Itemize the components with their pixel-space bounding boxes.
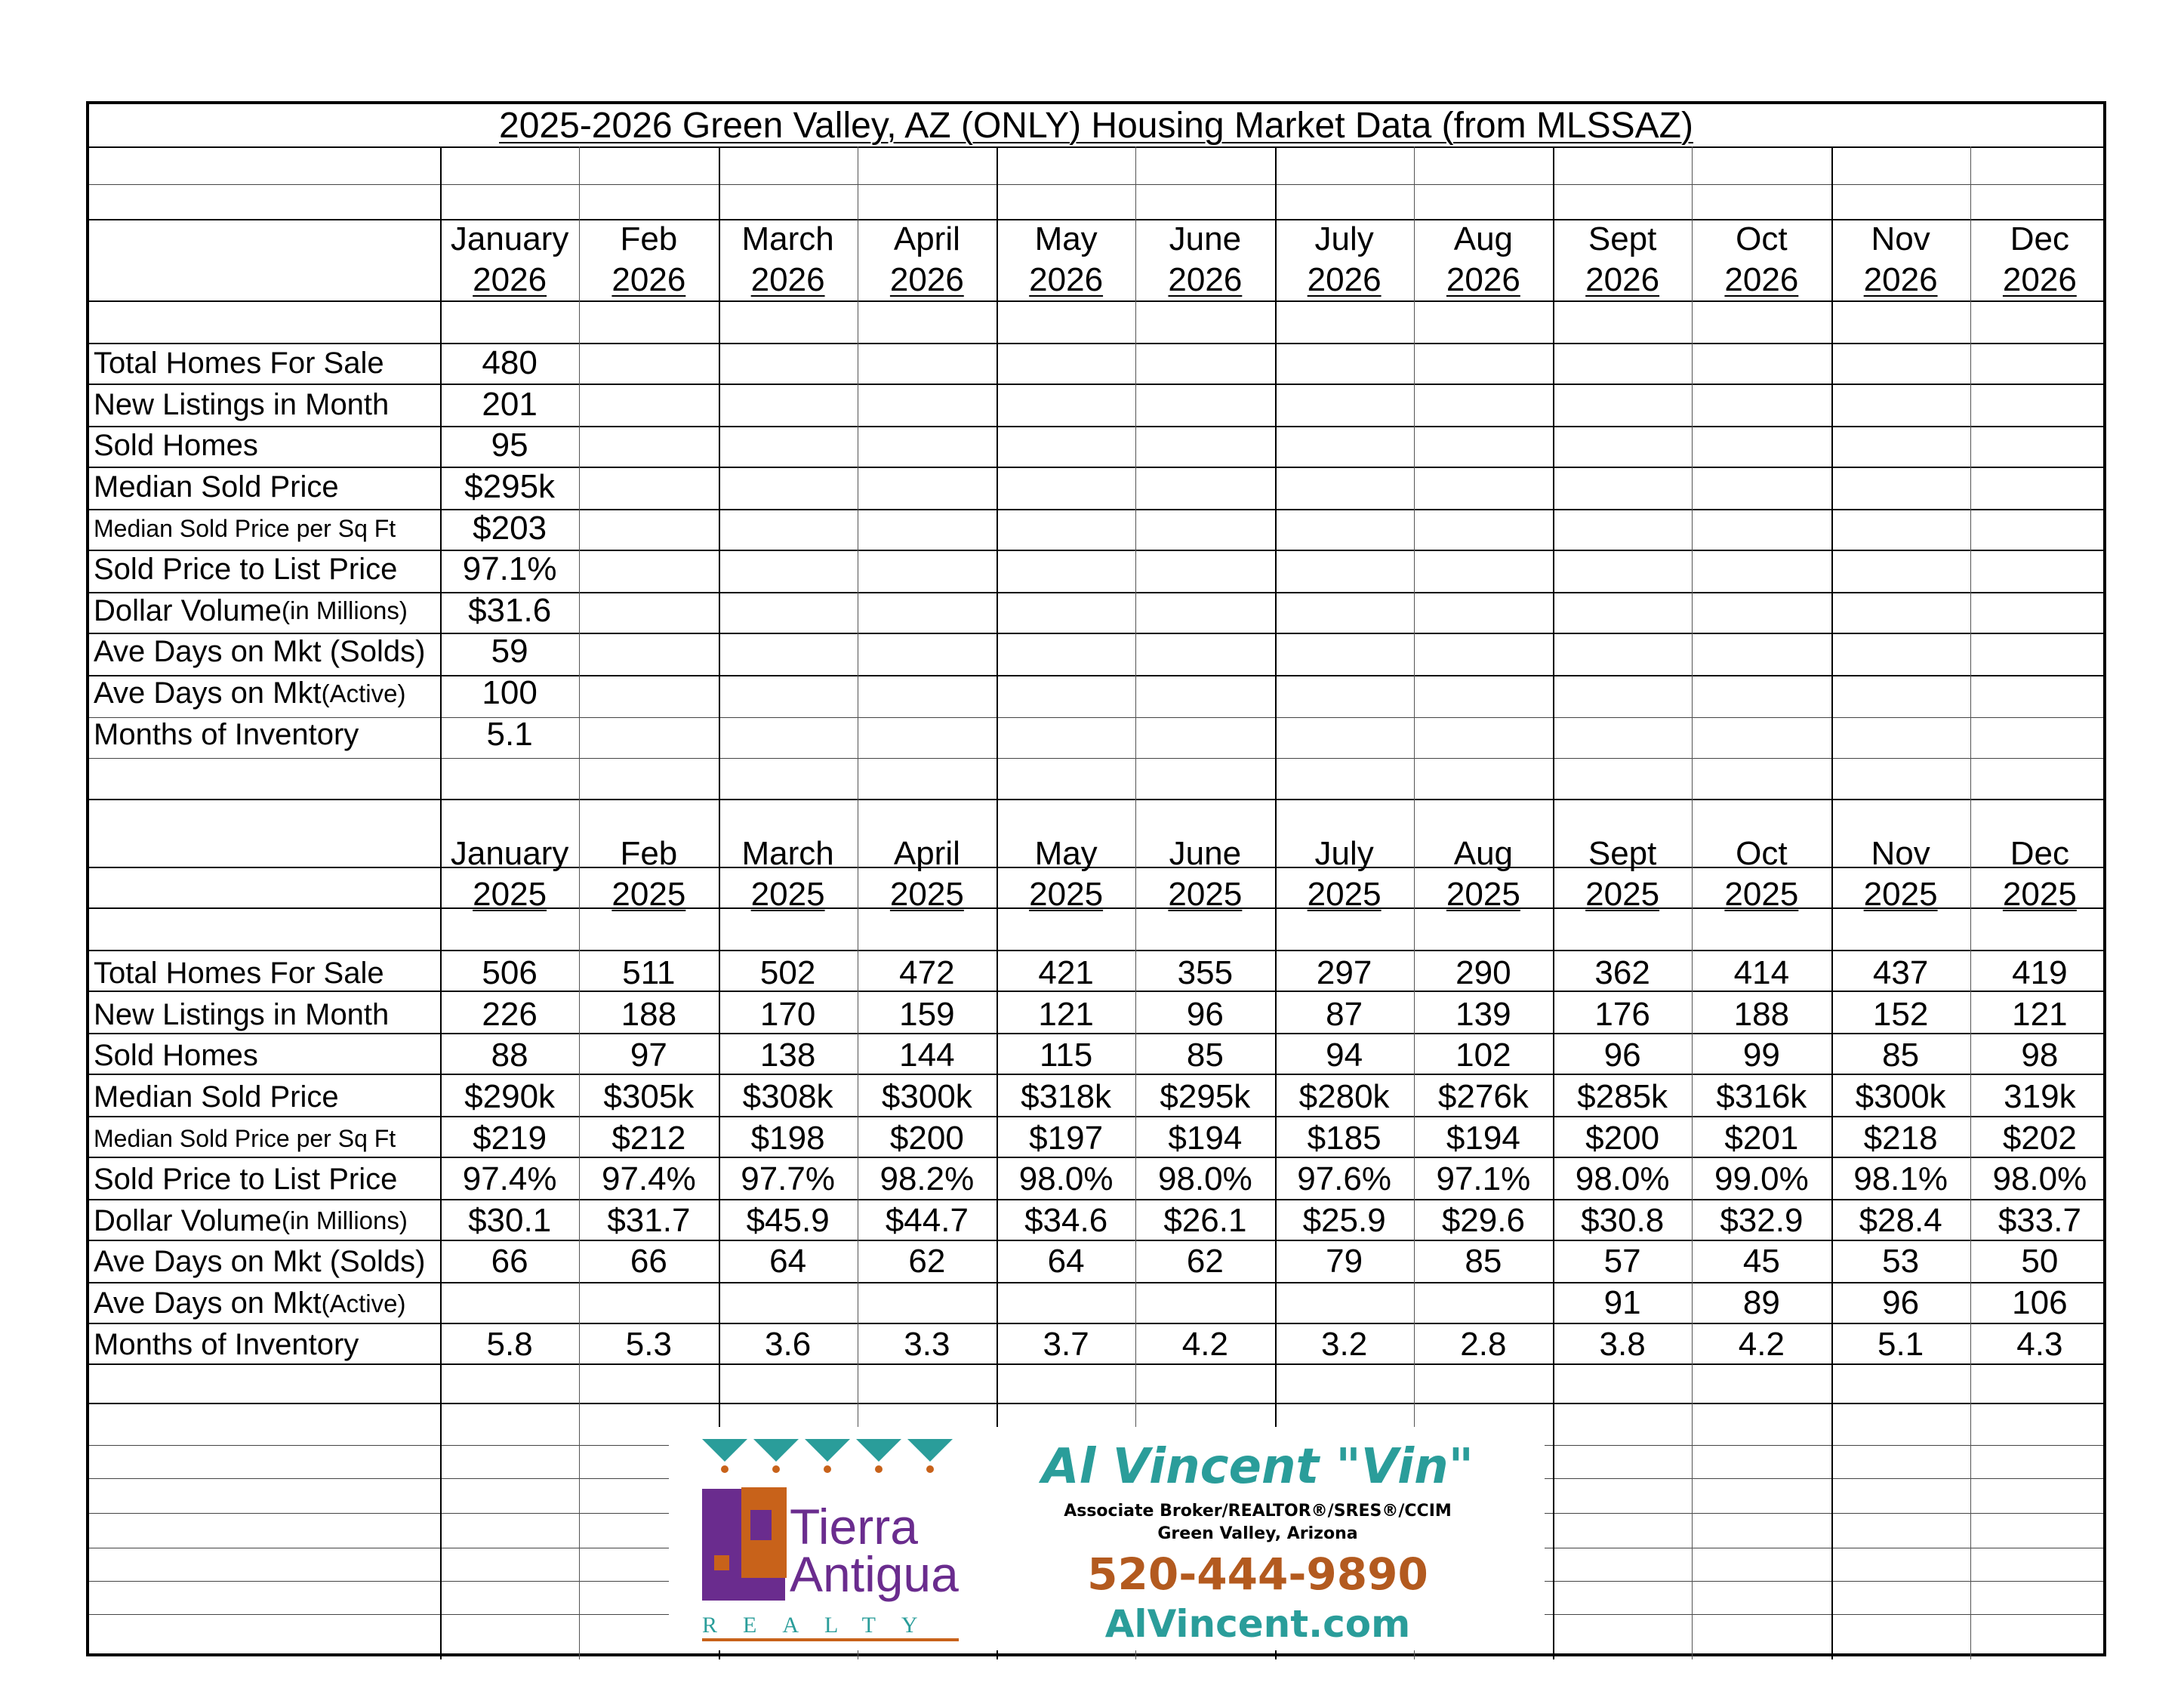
year-header: 2025 (1585, 876, 1660, 913)
data-cell: 53 (1882, 1243, 1920, 1280)
data-cell: $32.9 (1720, 1201, 1804, 1239)
month-header: Sept (1588, 220, 1657, 257)
data-cell: $202 (2002, 1119, 2077, 1157)
month-header: Dec (2010, 835, 2069, 872)
data-cell: 5.8 (486, 1325, 533, 1363)
year-header: 2025 (1724, 876, 1799, 913)
data-cell: 437 (1872, 954, 1929, 992)
data-cell: 66 (491, 1243, 528, 1280)
row-label: Median Sold Price (94, 1080, 339, 1114)
data-cell: $218 (1863, 1119, 1938, 1157)
data-cell: $194 (1446, 1119, 1520, 1157)
data-cell: 139 (1455, 995, 1511, 1033)
data-cell: $201 (1724, 1119, 1799, 1157)
data-cell: 421 (1038, 954, 1094, 992)
data-cell: $285k (1577, 1078, 1668, 1116)
data-cell: 144 (899, 1037, 955, 1074)
year-header: 2025 (473, 876, 547, 913)
month-header: June (1169, 220, 1242, 257)
data-cell: 2.8 (1460, 1325, 1507, 1363)
data-cell: 85 (1465, 1243, 1502, 1280)
data-cell: 98.0% (1575, 1160, 1670, 1198)
data-cell: 99.0% (1714, 1160, 1809, 1198)
data-cell: $44.7 (885, 1201, 969, 1239)
data-cell: $316k (1716, 1078, 1807, 1116)
year-header: 2026 (1585, 261, 1660, 298)
decorative-triangles-icon (702, 1439, 953, 1473)
data-cell: 3.3 (904, 1325, 950, 1363)
grid-row-line (89, 1403, 2103, 1404)
data-cell: 98.0% (1018, 1160, 1114, 1198)
month-header: Aug (1453, 835, 1514, 872)
data-cell: 511 (622, 954, 676, 992)
data-cell: $26.1 (1163, 1201, 1247, 1239)
row-label: Median Sold Price (94, 470, 339, 504)
data-cell: $308k (742, 1078, 833, 1116)
month-header: Aug (1453, 220, 1514, 257)
data-cell: $200 (889, 1119, 964, 1157)
data-cell: 98 (2021, 1037, 2059, 1074)
data-cell: 226 (482, 995, 538, 1033)
data-cell: $25.9 (1302, 1201, 1386, 1239)
data-cell: 102 (1455, 1037, 1511, 1074)
month-header: April (893, 220, 960, 257)
grid-row-line (89, 184, 2103, 185)
month-header: May (1034, 835, 1098, 872)
row-label: New Listings in Month (94, 387, 390, 421)
data-cell: $28.4 (1859, 1201, 1942, 1239)
row-label: Months of Inventory (94, 717, 359, 751)
year-header: 2025 (2002, 876, 2077, 913)
data-cell: 297 (1316, 954, 1372, 992)
grid-row-line (89, 950, 2103, 951)
row-label: Sold Homes (94, 1039, 258, 1073)
month-header: Sept (1588, 835, 1657, 872)
data-cell: 100 (482, 674, 538, 712)
data-cell: 170 (759, 995, 816, 1033)
data-cell: 3.6 (765, 1325, 812, 1363)
row-label: Total Homes For Sale (94, 347, 384, 381)
data-cell: 97.1% (462, 550, 557, 588)
agent-website: AlVincent.com (1104, 1602, 1411, 1646)
data-cell: $45.9 (746, 1201, 830, 1239)
data-cell: 355 (1177, 954, 1234, 992)
data-cell: 152 (1872, 995, 1929, 1033)
data-cell: 362 (1594, 954, 1650, 992)
data-cell: $198 (750, 1119, 825, 1157)
data-cell: 121 (2012, 995, 2068, 1033)
data-cell: 97.7% (741, 1160, 835, 1198)
data-cell: 4.2 (1181, 1325, 1228, 1363)
data-cell: 88 (491, 1037, 528, 1074)
data-cell: 87 (1326, 995, 1363, 1033)
row-label: Sold Price to List Price (94, 1163, 398, 1197)
month-header: April (893, 835, 960, 872)
year-header: 2026 (1029, 261, 1104, 298)
data-cell: 188 (1733, 995, 1790, 1033)
month-header: Feb (620, 835, 678, 872)
data-cell: 506 (482, 954, 538, 992)
year-header: 2026 (750, 261, 825, 298)
data-cell: $197 (1029, 1119, 1104, 1157)
data-cell: 138 (759, 1037, 816, 1074)
data-cell: 290 (1455, 954, 1511, 992)
agent-advertisement (669, 1427, 1545, 1650)
year-header: 2025 (611, 876, 686, 913)
row-label: Median Sold Price per Sq Ft (94, 514, 396, 542)
data-cell: $203 (473, 509, 547, 547)
data-cell: 4.2 (1738, 1325, 1785, 1363)
data-cell: $305k (603, 1078, 695, 1116)
month-header: March (741, 835, 834, 872)
year-header: 2025 (1307, 876, 1382, 913)
data-cell: 97.1% (1436, 1160, 1531, 1198)
sheet-title: 2025-2026 Green Valley, AZ (ONLY) Housing Market Data (from MLSSAZ) (499, 105, 1693, 146)
row-label: Months of Inventory (94, 1327, 359, 1361)
data-cell: 50 (2021, 1243, 2059, 1280)
data-cell: 89 (1742, 1284, 1780, 1322)
data-cell: $212 (611, 1119, 686, 1157)
data-cell: $300k (881, 1078, 972, 1116)
data-cell: $318k (1021, 1078, 1112, 1116)
month-header: Feb (620, 220, 678, 257)
row-label: Dollar Volume (in Millions) (94, 1203, 408, 1237)
month-header: July (1314, 835, 1374, 872)
agent-location: Green Valley, Arizona (1157, 1524, 1358, 1543)
company-name-line3: REALTY (702, 1613, 944, 1638)
data-cell: $300k (1855, 1078, 1946, 1116)
data-cell: 96 (1603, 1037, 1641, 1074)
data-cell: 472 (899, 954, 955, 992)
month-header: June (1169, 835, 1242, 872)
data-cell: 62 (1186, 1243, 1224, 1280)
data-cell: 5.3 (625, 1325, 672, 1363)
data-cell: 502 (759, 954, 816, 992)
month-header: May (1034, 220, 1098, 257)
data-cell: 188 (621, 995, 677, 1033)
grid-row-line (89, 758, 2103, 759)
data-cell: 64 (769, 1243, 807, 1280)
data-cell: $185 (1307, 1119, 1382, 1157)
data-cell: 3.7 (1043, 1325, 1089, 1363)
month-header: Nov (1871, 835, 1930, 872)
data-cell: 98.0% (1157, 1160, 1252, 1198)
month-header: Oct (1736, 220, 1788, 257)
row-label: Ave Days on Mkt (Active) (94, 1286, 406, 1320)
month-header: Nov (1871, 220, 1930, 257)
data-cell: $30.8 (1581, 1201, 1665, 1239)
data-cell: 414 (1733, 954, 1790, 992)
row-label: New Listings in Month (94, 997, 390, 1031)
year-header: 2026 (1863, 261, 1938, 298)
month-header: July (1314, 220, 1374, 257)
data-cell: 98.1% (1853, 1160, 1948, 1198)
data-cell: 97.4% (601, 1160, 696, 1198)
data-cell: 319k (2004, 1078, 2076, 1116)
adobe-building-icon (702, 1487, 787, 1601)
data-cell: 480 (482, 344, 538, 382)
data-cell: 4.3 (2016, 1325, 2063, 1363)
grid-row-line (89, 300, 2103, 302)
data-cell: 98.0% (1992, 1160, 2087, 1198)
year-header: 2025 (889, 876, 964, 913)
data-cell: $280k (1298, 1078, 1390, 1116)
data-cell: $276k (1437, 1078, 1529, 1116)
data-cell: 97 (630, 1037, 667, 1074)
company-name-line2: Antigua (790, 1546, 959, 1602)
year-header: 2026 (1724, 261, 1799, 298)
data-cell: 97.4% (462, 1160, 557, 1198)
year-header: 2025 (1168, 876, 1243, 913)
year-header: 2026 (1446, 261, 1520, 298)
row-label: Sold Homes (94, 429, 258, 463)
data-cell: 59 (491, 633, 528, 670)
data-cell: 5.1 (1878, 1325, 1924, 1363)
month-header: January (450, 835, 569, 872)
month-header: March (741, 220, 834, 257)
data-cell: $194 (1168, 1119, 1243, 1157)
data-cell: 64 (1047, 1243, 1085, 1280)
data-cell: 96 (1882, 1284, 1920, 1322)
data-cell: $31.6 (468, 591, 552, 629)
data-cell: 106 (2012, 1284, 2068, 1322)
year-header: 2026 (611, 261, 686, 298)
year-header: 2025 (1446, 876, 1520, 913)
data-cell: 419 (2012, 954, 2068, 992)
year-header: 2026 (889, 261, 964, 298)
data-cell: 99 (1742, 1037, 1780, 1074)
data-cell: 201 (482, 385, 538, 423)
agent-title: Associate Broker/REALTOR®/SRES®/CCIM (1064, 1502, 1452, 1521)
row-label: Ave Days on Mkt (Active) (94, 676, 406, 710)
month-header: Oct (1736, 835, 1788, 872)
data-cell: $29.6 (1441, 1201, 1525, 1239)
data-cell: 97.6% (1297, 1160, 1391, 1198)
row-label: Ave Days on Mkt (Solds) (94, 1245, 426, 1279)
data-cell: 79 (1326, 1243, 1363, 1280)
data-cell: 3.8 (1599, 1325, 1646, 1363)
data-cell: 85 (1186, 1037, 1224, 1074)
data-cell: 5.1 (486, 715, 533, 753)
year-header: 2026 (473, 261, 547, 298)
data-cell: 115 (1040, 1037, 1093, 1074)
data-cell: 62 (908, 1243, 946, 1280)
ad-graphic (669, 1427, 1545, 1650)
data-cell: $31.7 (607, 1201, 691, 1239)
year-header: 2025 (1863, 876, 1938, 913)
data-cell: 95 (491, 427, 528, 464)
grid-row-line (89, 146, 2103, 148)
data-cell: $200 (1585, 1119, 1660, 1157)
data-cell: 176 (1594, 995, 1650, 1033)
data-cell: 121 (1038, 995, 1094, 1033)
company-name-line1: Tierra (790, 1499, 918, 1554)
data-cell: 96 (1186, 995, 1224, 1033)
data-cell: 85 (1882, 1037, 1920, 1074)
data-cell: $30.1 (468, 1201, 552, 1239)
data-cell: 57 (1603, 1243, 1641, 1280)
year-header: 2025 (1029, 876, 1104, 913)
month-header: January (450, 220, 569, 257)
row-label: Total Homes For Sale (94, 957, 384, 991)
data-cell: $219 (473, 1119, 547, 1157)
year-header: 2026 (1307, 261, 1382, 298)
year-header: 2025 (750, 876, 825, 913)
year-header: 2026 (1168, 261, 1243, 298)
row-label: Sold Price to List Price (94, 553, 398, 587)
data-cell: 45 (1742, 1243, 1780, 1280)
data-cell: 98.2% (879, 1160, 975, 1198)
data-cell: $33.7 (1998, 1201, 2081, 1239)
data-cell: 66 (630, 1243, 667, 1280)
data-cell: 159 (899, 995, 955, 1033)
data-cell: 3.2 (1321, 1325, 1368, 1363)
data-cell: $290k (464, 1078, 556, 1116)
data-cell: $295k (1160, 1078, 1251, 1116)
data-cell: 94 (1326, 1037, 1363, 1074)
data-cell: $34.6 (1024, 1201, 1108, 1239)
row-label: Ave Days on Mkt (Solds) (94, 635, 426, 669)
agent-phone: 520-444-9890 (1087, 1548, 1428, 1600)
row-label: Dollar Volume (in Millions) (94, 593, 408, 627)
month-header: Dec (2010, 220, 2069, 257)
agent-name: Al Vincent "Vin" (1041, 1439, 1474, 1495)
year-header: 2026 (2002, 261, 2077, 298)
data-cell: $295k (464, 468, 556, 506)
data-cell: 91 (1603, 1284, 1641, 1322)
grid-row-line (89, 799, 2103, 800)
market-data-sheet (86, 101, 2106, 1656)
row-label: Median Sold Price per Sq Ft (94, 1124, 396, 1152)
